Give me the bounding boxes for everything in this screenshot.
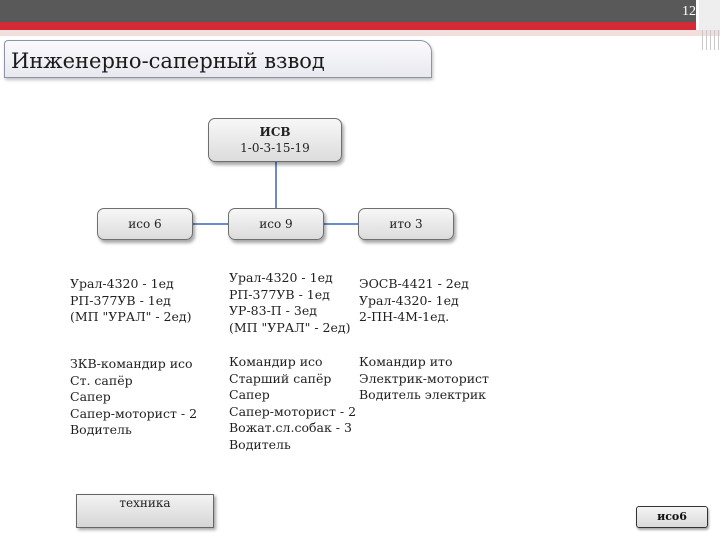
staff-list-ito3 [359,354,489,404]
corner-lines-decoration [699,30,720,50]
technika-button-label: техника [119,496,171,510]
list-item: Сапер [70,389,111,404]
iso6-nav-button[interactable] [636,506,708,528]
staff-list-iso9 [229,354,356,453]
connector-isv-to-iso9 [275,162,277,208]
list-item: Сапер-моторист - 2 [229,403,357,419]
top-band-red-stripe [0,22,720,30]
staff-list-iso6 [70,356,197,439]
pink-strip [0,30,720,36]
page-title: Инженерно-саперный взвод [11,49,325,73]
list-item: УР-83-П - 3ед [229,303,317,318]
list-item: РП-377УВ - 1ед [70,292,171,308]
list-item: Вожат.сл.собак - 3 [229,420,352,435]
equipment-list-iso6 [70,276,191,326]
iso6-box[interactable]: исо 6 [97,208,193,240]
technika-button[interactable] [76,494,214,528]
list-item: Водитель электрик [359,387,486,402]
list-item: Командир ито [359,354,453,369]
list-item: Водитель [70,422,132,437]
list-item: Электрик-моторист [359,370,489,386]
isv-box[interactable] [208,118,342,162]
iso9-box[interactable]: исо 9 [228,208,324,240]
top-band [0,0,720,30]
isv-box-title: ИСВ [259,125,291,139]
list-item: Старший сапёр [229,370,332,386]
list-item: Урал-4320 - 1ед [70,276,174,291]
connector-iso9-to-ito3 [324,223,358,225]
list-item: ЭОСВ-4421 - 2ед [359,276,469,291]
list-item: Ст. сапёр [70,372,133,388]
list-item: (МП "УРАЛ" - 2ед) [229,319,351,335]
top-band-dark [0,0,720,22]
page-number: 12 [682,4,696,19]
list-item: Водитель [229,436,291,452]
list-item: Сапер-моторист - 2 [70,405,198,421]
list-item: Сапер [229,387,270,402]
list-item: Урал-4320 - 1ед [229,270,333,285]
connector-iso6-to-iso9 [193,223,228,225]
list-item: ЗКВ-командир исо [70,356,193,371]
isv-box-strength: 1-0-3-15-19 [240,141,310,155]
equipment-list-iso9 [229,270,350,336]
list-item: Урал-4320- 1ед [359,292,459,308]
list-item: Командир исо [229,354,323,369]
ito3-box[interactable]: ито 3 [358,208,454,240]
equipment-list-ito3 [359,276,469,326]
list-item: РП-377УВ - 1ед [229,286,330,302]
list-item: (МП "УРАЛ" - 2ед) [70,309,192,324]
iso6-nav-button-label: исо6 [657,510,687,523]
title-tab [4,40,432,78]
list-item: 2-ПН-4М-1ед. [359,309,450,324]
